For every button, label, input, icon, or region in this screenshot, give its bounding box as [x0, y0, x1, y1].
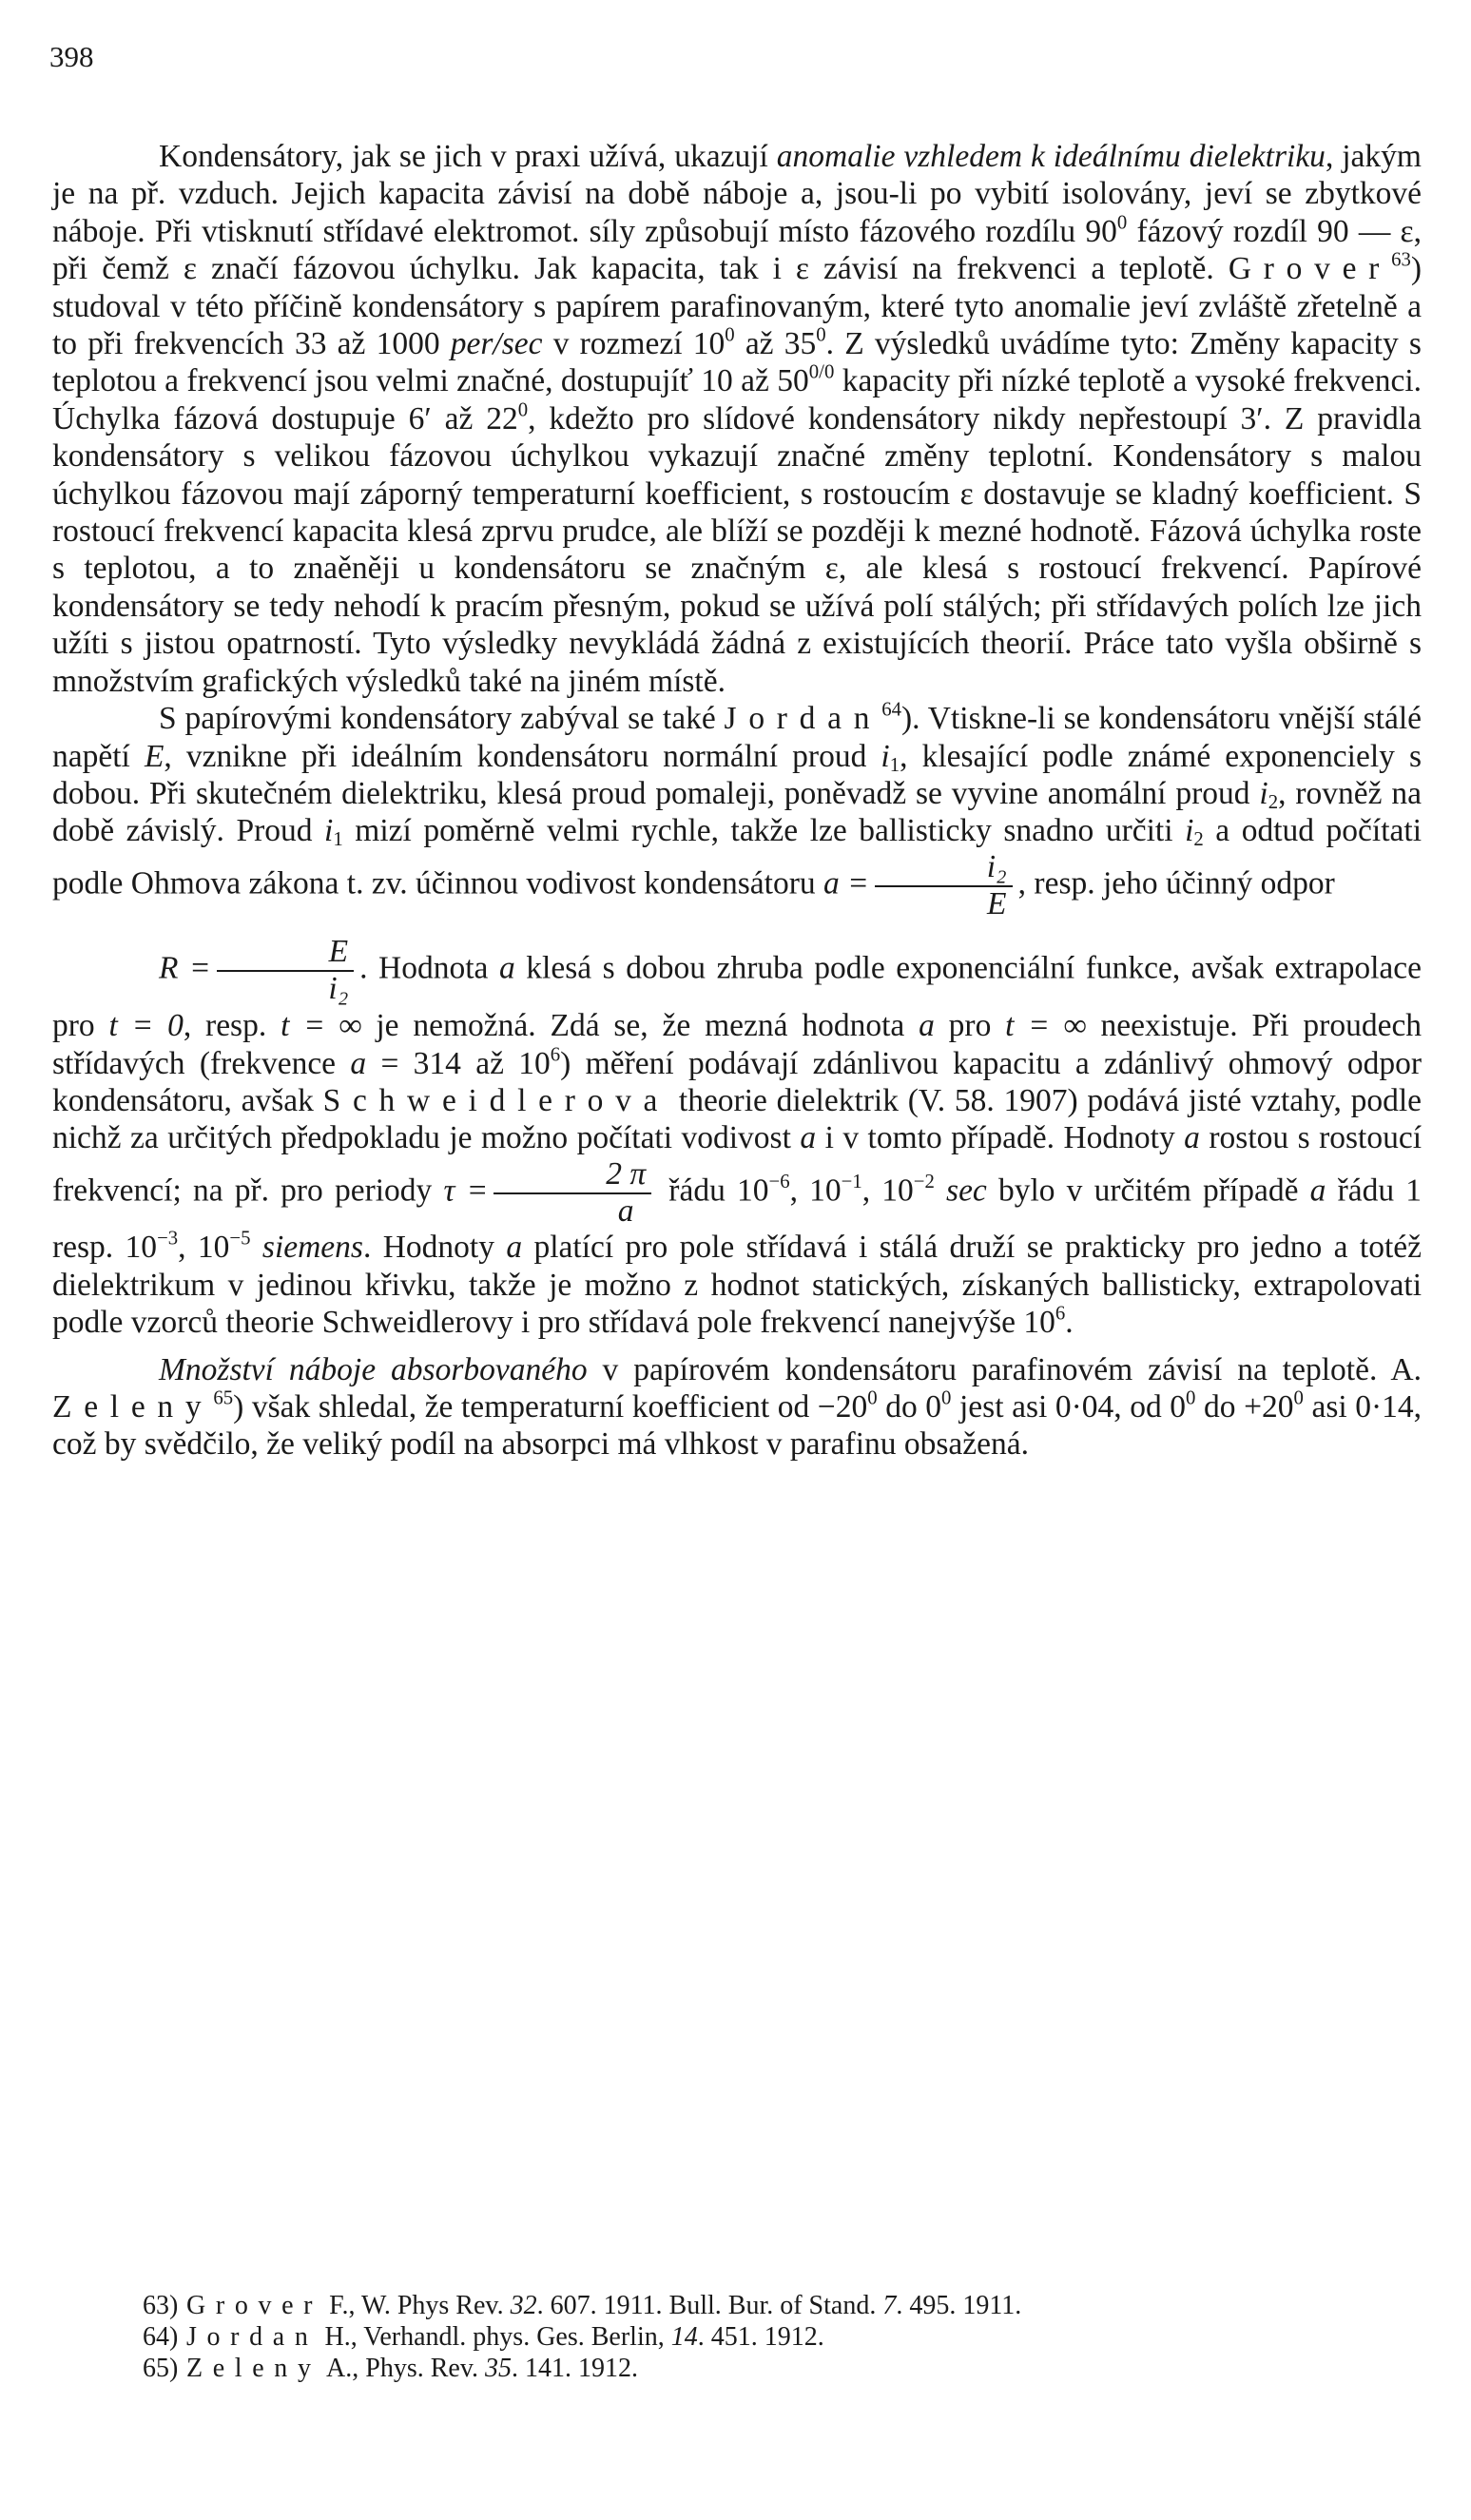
p2-text-q: theorie dielektrik (V. 58. 1907) podává jisté vztahy, podle nichž za určitých předpokladu je možno počítati vodivost — [52, 1082, 1422, 1156]
footnote-mark: 64) — [143, 2322, 179, 2352]
p2-text-i: . Hodnota — [359, 950, 499, 986]
var-a: a — [506, 1230, 523, 1266]
p1-text-e2: až 35 — [734, 326, 817, 362]
footnotes — [143, 2290, 1417, 2384]
eq-t0: t = 0 — [108, 1008, 184, 1044]
p2-text-a: S papírovými kondensátory zabýval se také — [159, 701, 725, 737]
p2-text-v: , 10 — [861, 1173, 914, 1209]
p2-text-end: . — [1065, 1305, 1074, 1341]
footnote-volume: 32 — [510, 2291, 537, 2320]
exp-6: 6 — [1055, 1302, 1066, 1325]
footnote-text: . 451. 1912. — [697, 2322, 824, 2352]
sub-2: 2 — [1193, 828, 1204, 851]
p1-text-c: fázový rozdíl 90 — ε, při čemž ε značí fázovou úchylku. Jak kapacita, tak i ε závisí na frekvenci a teplotě. — [52, 213, 1422, 287]
fraction-numerator: 2 π — [494, 1157, 651, 1194]
var-i1: i — [324, 813, 334, 849]
body-text — [52, 138, 1422, 1464]
footnote-mark: 63) — [143, 2291, 179, 2320]
var-a: a — [498, 950, 515, 986]
p1-degree-4: 0 — [517, 398, 529, 421]
footnote-text: . 607. 1911. Bull. Bur. of Stand. — [536, 2291, 883, 2320]
p3-degree-4: 0 — [1293, 1386, 1304, 1409]
paragraph-3 — [52, 1351, 1422, 1464]
eq-tinf: t = ∞ — [1005, 1008, 1087, 1044]
footnote-volume: 14 — [670, 2322, 698, 2352]
sub-1: 1 — [889, 753, 900, 776]
p1-text-f: . Z výsledků uvádíme tyto: Změny kapacity s teplotou a frekvencí jsou velmi značné, dostupujíť 10 až 50 — [52, 326, 1422, 399]
p3-emphasis: Množství náboje absorbovaného — [159, 1351, 588, 1387]
p1-text-h: , kdežto pro slídové kondensátory nikdy nepřestoupí 3′. Z pravidla kondensátory s velikou fázovou úchylkou vykazují značné změny teplotní. Kondensátory s malou úchylkou fázovou mají záporný temperaturní koefficient, s rostoucím ε dostavuje se kladný koefficient. S rostoucí frekvencí kapacita klesá zprvu prudce, ale blíží se později k mezné hodnotě. Fázová úchylka roste s teplotou, a to znaěněji u kondensátoru se značným ε, ale klesá s rostoucí frekvencí. Papírové kondensátory se tedy nehodí k pracím přesným, pokud se užívá polí stálých; při střídavých polích lze jich užíti s jistou opatrností. Tyto výsledky nevykládá žádná z existujících theorií. Práce tato vyšla obširně s množstvím grafických výsledků také na jiném místě. — [52, 400, 1422, 699]
eq-R: R = — [159, 950, 211, 986]
sub-1: 1 — [333, 828, 343, 851]
footnote-volume: 7 — [882, 2291, 897, 2320]
p3-text-d: jest asi 0·04, od 0 — [951, 1389, 1187, 1425]
unit-siemens: siemens — [250, 1230, 363, 1266]
p1-text-e: v rozmezí 10 — [542, 326, 726, 362]
eq-tinf: t = ∞ — [281, 1008, 362, 1044]
author-jordan: Jordan — [724, 701, 882, 737]
ref-64: 64 — [881, 698, 902, 721]
p2-text-u: , 10 — [789, 1173, 842, 1209]
footnote-text: A., Phys. Rev. — [320, 2354, 486, 2383]
unit-sec: sec — [934, 1173, 987, 1209]
sub-2: 2 — [1268, 791, 1279, 814]
p3-degree-1: 0 — [867, 1386, 878, 1409]
footnote-author: Zeleny — [186, 2354, 321, 2383]
exp-minus-6: −6 — [768, 1170, 790, 1192]
footnote-author: Grover — [186, 2291, 323, 2320]
exp-minus-3: −3 — [157, 1227, 179, 1250]
eq-a: a = — [823, 865, 869, 901]
var-E: E — [144, 738, 165, 774]
p2-text-z: . Hodnoty — [362, 1230, 507, 1266]
p3-text-c: do 0 — [877, 1389, 942, 1425]
var-i1: i — [881, 738, 890, 774]
p1-text-b: , jakým je na př. vzduch. Jejich kapacita závisí na době náboje a, jsou-li po vybití isolovány, jeví se zbytkové náboje. Při vtisknutí střídavé elektromot. síly způsobují místo fázového rozdílu 90 — [52, 139, 1422, 249]
p2-text-k: , resp. — [183, 1008, 281, 1044]
p1-percent: 0/0 — [808, 360, 835, 383]
p2-text-l: je nemožná. Zdá se, že mezná hodnota — [361, 1008, 919, 1044]
exp-minus-2: −2 — [913, 1170, 935, 1192]
footnote-text: . 141. 1912. — [512, 2354, 639, 2383]
p3-degree-2: 0 — [941, 1386, 952, 1409]
p2-text-w: bylo v určitém případě — [986, 1173, 1310, 1209]
p1-text-g: kapacity při nízké teplotě a vysoké frekvenci. Úchylka fázová dostupuje 6′ až 22 — [52, 363, 1423, 436]
p2-text-e: , rovněž na době závislý. Proud — [52, 775, 1422, 849]
p2-text-f: mizí poměrně velmi rychle, takže lze ballisticky snadno určiti — [342, 813, 1186, 849]
p2-text-y: , 10 — [178, 1230, 230, 1266]
fraction-numerator: E — [217, 935, 354, 972]
p2-text-t: řádu 10 — [657, 1173, 769, 1209]
footnote-text: . 495. 1911. — [896, 2291, 1022, 2320]
exp-minus-5: −5 — [229, 1227, 251, 1250]
fraction-denominator: E — [986, 885, 1007, 921]
var-i2: i — [1185, 813, 1194, 849]
var-a: a — [919, 1008, 935, 1044]
p3-text-e: do +20 — [1195, 1389, 1294, 1425]
p3-text-b: ) však shledal, že temperaturní koefficient od −20 — [233, 1389, 868, 1425]
paragraph-2 — [52, 700, 1422, 1342]
p1-emphasis: anomalie vzhledem k ideálnímu dielektriku — [776, 139, 1326, 174]
p3-text-f: asi 0·14, což by svědčilo, že veliký podíl na absorpci má vlhkost v parafinu obsažená. — [52, 1389, 1423, 1463]
var-a: a — [1184, 1120, 1200, 1156]
var-a: a — [1309, 1173, 1326, 1209]
p2-text-m: pro — [934, 1008, 1006, 1044]
p2-text-r: i v tomto případě. Hodnoty — [816, 1120, 1185, 1156]
fraction-resistance — [217, 935, 354, 1007]
footnote-63 — [143, 2290, 1417, 2321]
exp-6: 6 — [550, 1043, 561, 1065]
var-i2: i — [1259, 775, 1268, 811]
p2-text-zz: platící pro pole střídavá i stálá druží se prakticky pro jedno a totéž dielektrikum v jedinou křivku, takže je možno z hodnot statických, získaných ballisticky, extrapolovati podle vzorců theorie Schweidlerovy i pro střídavá pole frekvencí nanejvýše 10 — [52, 1230, 1423, 1341]
p2-text-p: ) měření podávají zdánlivou kapacitu a zdánlivý ohmový odpor kondensátoru, avšak — [52, 1045, 1422, 1118]
var-a: a — [350, 1045, 367, 1081]
p1-text-d: ) studoval v této příčině kondensátory s papírem parafinovaným, které tyto anomalie jeví zvláště zřetelně a to při frekvencích 33 až 1000 — [52, 251, 1422, 362]
p2-text-d: , klesající podle známé exponenciely s dobou. Při skutečném dielektriku, klesá proud pomaleji, poněvadž se vyvine anomální proud — [52, 738, 1422, 811]
p2-text-j: klesá s dobou zhruba podle exponenciální funkce, avšak extrapolace pro — [52, 950, 1423, 1044]
footnote-volume: 35 — [485, 2354, 513, 2383]
fraction-conductance — [875, 850, 1013, 922]
p3-text-a: v papírovém kondensátoru parafinovém závisí na teplotě. A. — [587, 1351, 1423, 1387]
footnote-65 — [143, 2353, 1417, 2384]
fraction-denominator: a — [617, 1192, 634, 1229]
p2-text-g: a odtud počítati podle Ohmova zákona t. zv. účinnou vodivost kondensátoru — [52, 813, 1423, 901]
p1-degree-3: 0 — [816, 323, 826, 346]
footnote-text: F., W. Phys Rev. — [322, 2291, 511, 2320]
footnote-mark: 65) — [143, 2354, 179, 2383]
footnote-text: H., Verhandl. phys. Ges. Berlin, — [318, 2322, 671, 2352]
exp-minus-1: −1 — [841, 1170, 862, 1192]
p3-degree-3: 0 — [1186, 1386, 1196, 1409]
var-a: a — [800, 1120, 817, 1156]
author-schweidler: Schweidlerova — [322, 1082, 670, 1118]
author-grover: Grover — [1228, 251, 1392, 287]
p2-text-h: , resp. jeho účinný odpor — [1017, 865, 1335, 901]
eq-tau: τ = — [443, 1173, 489, 1209]
p1-unit-per-sec: per/sec — [450, 326, 543, 362]
page-number: 398 — [49, 40, 94, 73]
p2-text-o: = 314 až 10 — [366, 1045, 551, 1081]
paragraph-1 — [52, 138, 1422, 700]
p1-text-a: Kondensátory, jak se jich v praxi užívá, ukazují — [159, 139, 777, 174]
p2-text-n: neexistuje. Při proudech střídavých (frekvence — [52, 1008, 1423, 1081]
p2-text-s: rostou s rostoucí frekvencí; na př. pro periody — [52, 1120, 1423, 1209]
resistance-line — [52, 935, 1422, 1341]
p2-text-c: , vznikne při ideálním kondensátoru normální proud — [164, 738, 881, 774]
ref-63: 63 — [1391, 248, 1411, 271]
fraction-numerator: i₂ — [875, 850, 1013, 887]
footnote-author: Jordan — [186, 2322, 319, 2352]
author-zeleny: Zeleny — [52, 1389, 214, 1425]
p2-text-b: ). Vtiskne-li se kondensátoru vnější stálé napětí — [52, 701, 1422, 774]
footnote-64 — [143, 2321, 1417, 2353]
p1-degree-1: 0 — [1116, 211, 1128, 234]
fraction-period — [494, 1157, 651, 1230]
ref-65: 65 — [213, 1386, 234, 1409]
p2-text-x: řádu 1 resp. 10 — [52, 1173, 1423, 1266]
fraction-denominator: i₂ — [328, 971, 349, 1007]
p1-degree-2: 0 — [725, 323, 735, 346]
